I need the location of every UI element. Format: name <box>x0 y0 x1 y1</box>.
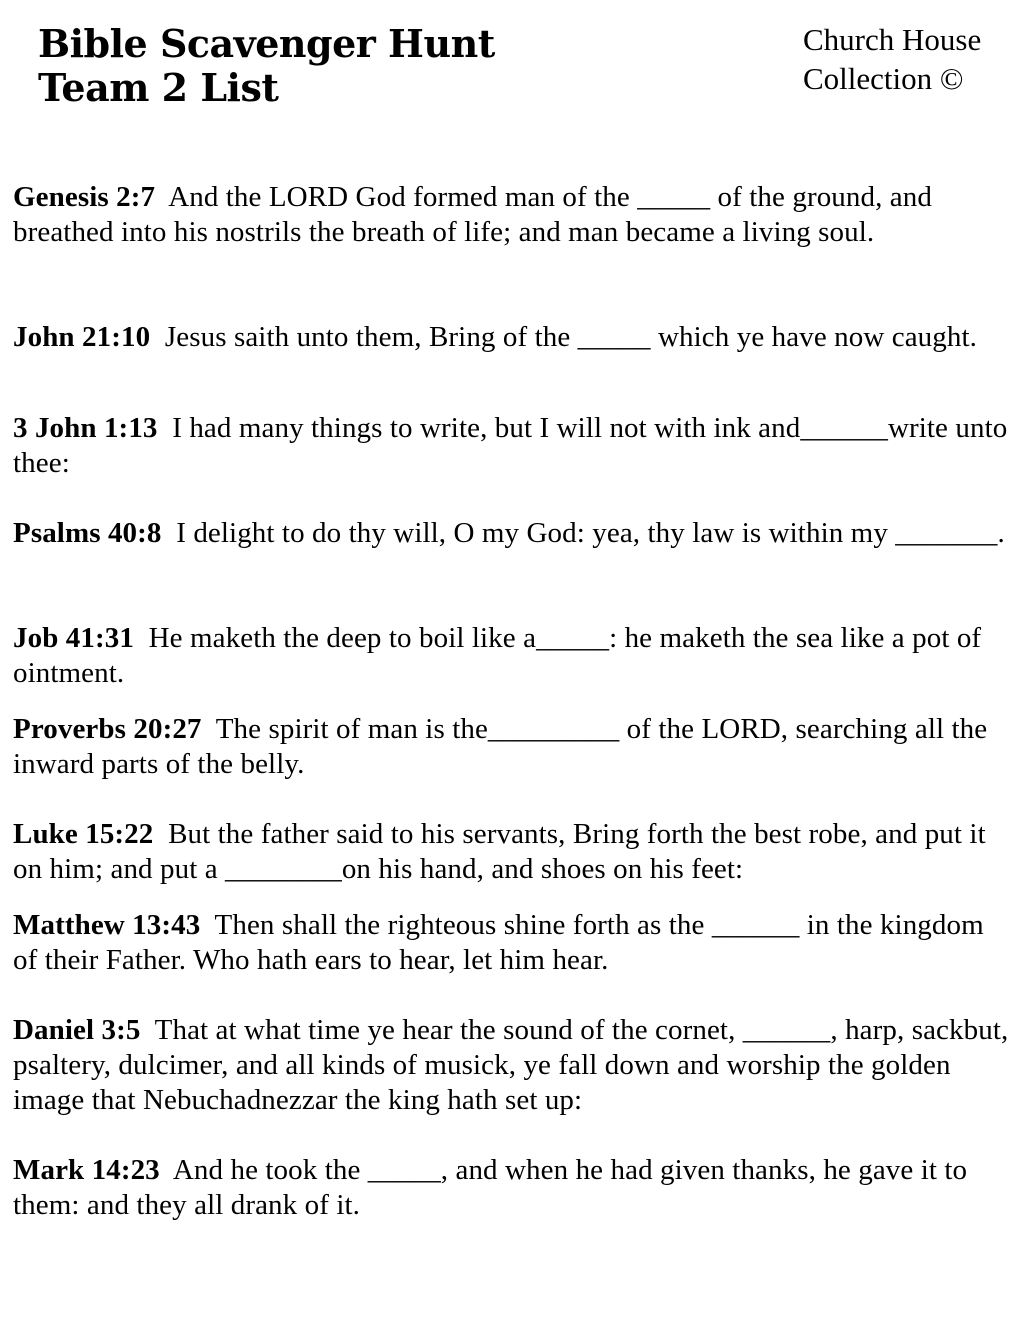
verse-text: I had many things to write, but I will not with ink and______write unto thee: <box>13 412 1008 479</box>
verse-reference: John 21:10 <box>13 321 151 353</box>
credit-line-1: Church House <box>803 22 982 57</box>
verse-reference: Daniel 3:5 <box>13 1014 141 1046</box>
verse-text: The spirit of man is the_________ of the LORD, searching all the inward parts of the belly. <box>13 713 988 780</box>
copyright-credit <box>803 20 981 98</box>
verse-text: That at what time ye hear the sound of the cornet, ______, harp, sackbut, psaltery, dulcimer, and all kinds of musick, ye fall down and worship the golden image that Nebuchadnezzar the king hath set up: <box>13 1014 1009 1116</box>
verse-item <box>13 516 1013 551</box>
verse-item <box>13 817 1013 887</box>
credit-line-2: Collection © <box>803 61 964 96</box>
verse-text: Then shall the righteous shine forth as the ______ in the kingdom of their Father. Who hath ears to hear, let him hear. <box>13 909 984 976</box>
verse-reference: Proverbs 20:27 <box>13 713 202 745</box>
verse-text: But the father said to his servants, Bring forth the best robe, and put it on him; and put a ________on his hand, and shoes on his feet: <box>13 818 986 885</box>
page-title <box>38 22 495 110</box>
title-line-2: Team 2 List <box>38 65 279 110</box>
verse-text: He maketh the deep to boil like a_____: he maketh the sea like a pot of ointment. <box>13 622 982 689</box>
verse-item <box>13 180 1013 250</box>
verse-text: And the LORD God formed man of the _____ of the ground, and breathed into his nostrils the breath of life; and man became a living soul. <box>13 181 932 248</box>
verse-item <box>13 621 1013 691</box>
verse-reference: Job 41:31 <box>13 622 134 654</box>
verse-reference: Mark 14:23 <box>13 1154 160 1186</box>
verse-item <box>13 1153 1013 1223</box>
verse-item <box>13 411 1013 481</box>
verse-reference: 3 John 1:13 <box>13 412 158 444</box>
verse-item <box>13 320 1013 355</box>
verse-reference: Psalms 40:8 <box>13 517 162 549</box>
verse-item <box>13 908 1013 978</box>
verse-item <box>13 712 1013 782</box>
verse-item <box>13 1013 1013 1118</box>
verse-text: Jesus saith unto them, Bring of the _____ which ye have now caught. <box>164 321 977 353</box>
verse-text: And he took the _____, and when he had given thanks, he gave it to them: and they all drank of it. <box>13 1154 968 1221</box>
verse-text: I delight to do thy will, O my God: yea, thy law is within my _______. <box>176 517 1005 549</box>
verse-reference: Genesis 2:7 <box>13 181 156 213</box>
verse-reference: Luke 15:22 <box>13 818 154 850</box>
verse-reference: Matthew 13:43 <box>13 909 201 941</box>
title-line-1: Bible Scavenger Hunt <box>38 21 495 66</box>
